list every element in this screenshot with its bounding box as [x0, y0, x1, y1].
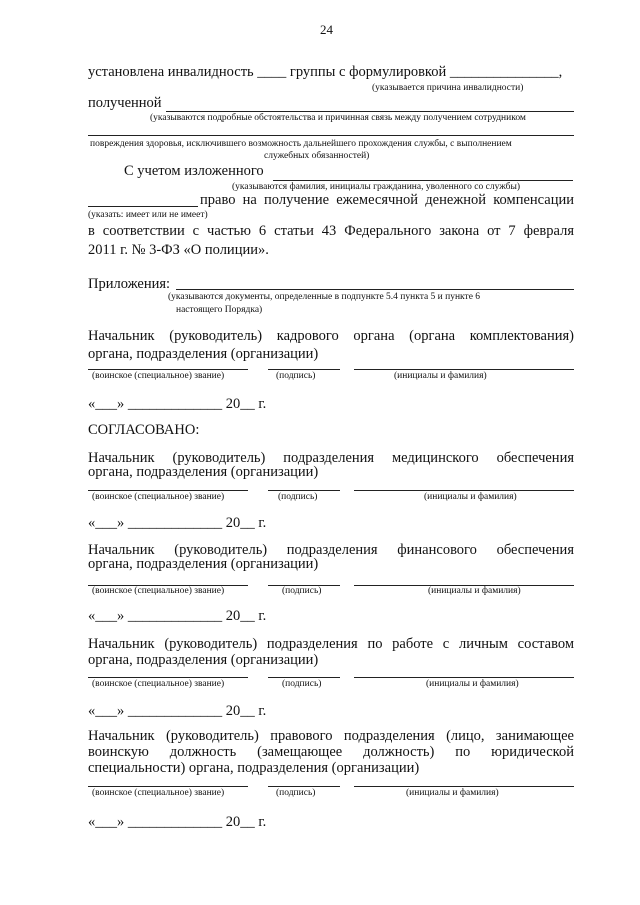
date2: «___» _____________ 20__ г.: [88, 515, 267, 531]
injury-note-b: служебных обязанностей): [264, 151, 370, 161]
law-reference-line1: в соответствии с частью 6 статьи 43 Федерального закона от 7 февраля: [88, 223, 574, 239]
sig5-rank-label: (воинское (специальное) звание): [92, 788, 225, 798]
sig3-rank-label: (воинское (специальное) звание): [92, 586, 225, 596]
page-number: 24: [320, 22, 333, 37]
sig1-rank-label: (воинское (специальное) звание): [92, 371, 225, 381]
sig5-rank-line: [88, 786, 248, 787]
sig4-name-line: [354, 677, 574, 678]
personnel-head-line1: Начальник (руководитель) подразделения по работе с личным составом: [88, 636, 574, 652]
sig2-name-label: (инициалы и фамилия): [424, 492, 517, 502]
sig4-rank-label: (воинское (специальное) звание): [92, 679, 225, 689]
finance-head-line1: Начальник (руководитель) подразделения финансового обеспечения: [88, 542, 574, 558]
sig2-name-line: [354, 490, 574, 491]
disability-reason-note: (указывается причина инвалидности): [372, 83, 524, 93]
date3: «___» _____________ 20__ г.: [88, 608, 267, 624]
sig1-name-line: [354, 369, 574, 370]
medical-head-line1: Начальник (руководитель) подразделения медицинского обеспечения: [88, 450, 574, 466]
date1: «___» _____________ 20__ г.: [88, 396, 267, 412]
hr-head-line1: Начальник (руководитель) кадрового органа (органа комплектования): [88, 328, 574, 344]
sig5-sign-label: (подпись): [276, 788, 316, 798]
agreed-heading: СОГЛАСОВАНО:: [88, 422, 200, 438]
date4: «___» _____________ 20__ г.: [88, 703, 267, 719]
sig2-rank-label: (воинское (специальное) звание): [92, 492, 225, 502]
injury-note-a: повреждения здоровья, исключившего возможность дальнейшего прохождения службы, с выполнением: [90, 139, 512, 149]
sig1-sign-label: (подпись): [276, 371, 316, 381]
sig2-sign-line: [268, 490, 340, 491]
sig5-name-label: (инициалы и фамилия): [406, 788, 499, 798]
sig1-name-label: (инициалы и фамилия): [394, 371, 487, 381]
legal-head-line2: воинскую должность (замещающее должность) по юридической: [88, 744, 574, 760]
attachments-label: Приложения:: [88, 276, 171, 292]
attachments-note1: (указываются документы, определенные в подпункте 5.4 пункта 5 и пункте 6: [168, 292, 481, 302]
disability-line: установлена инвалидность ____ группы с формулировкой _______________,: [88, 64, 563, 80]
sig5-sign-line: [268, 786, 340, 787]
attachments-field-line: [176, 289, 574, 290]
sig4-sign-label: (подпись): [282, 679, 322, 689]
received-note: (указываются подробные обстоятельства и причинная связь между получением сотрудником: [150, 113, 526, 123]
sig1-rank-line: [88, 369, 248, 370]
legal-head-line3: специальности) органа, подразделения (организации): [88, 760, 420, 776]
sig3-name-label: (инициалы и фамилия): [428, 586, 521, 596]
finance-head-line2: органа, подразделения (организации): [88, 556, 319, 572]
legal-head-line1: Начальник (руководитель) правового подразделения (лицо, занимающее: [88, 728, 574, 744]
sig4-name-label: (инициалы и фамилия): [426, 679, 519, 689]
citizen-field-line: [273, 180, 573, 181]
injury-field-line: [88, 135, 574, 136]
law-reference-line2: 2011 г. № 3-ФЗ «О полиции».: [88, 242, 269, 258]
medical-head-line2: органа, подразделения (организации): [88, 464, 319, 480]
hr-head-line2: органа, подразделения (организации): [88, 346, 319, 362]
sig4-sign-line: [268, 677, 340, 678]
sig3-sign-label: (подпись): [282, 586, 322, 596]
sig2-rank-line: [88, 490, 248, 491]
sig4-rank-line: [88, 677, 248, 678]
compensation-right-line: право на получение ежемесячной денежной компенсации: [200, 192, 574, 208]
attachments-note2: настоящего Порядка): [176, 305, 263, 315]
received-field-line: [166, 111, 574, 112]
sig5-name-line: [354, 786, 574, 787]
right-field-line: [88, 206, 198, 207]
citizen-note: (указываются фамилия, инициалы гражданина, уволенного со службы): [232, 182, 521, 192]
sig1-sign-line: [268, 369, 340, 370]
received-label: полученной: [88, 95, 162, 111]
date5: «___» _____________ 20__ г.: [88, 814, 267, 830]
right-note: (указать: имеет или не имеет): [88, 210, 208, 220]
considering-label: С учетом изложенного: [124, 163, 264, 179]
sig2-sign-label: (подпись): [278, 492, 318, 502]
personnel-head-line2: органа, подразделения (организации): [88, 652, 319, 668]
